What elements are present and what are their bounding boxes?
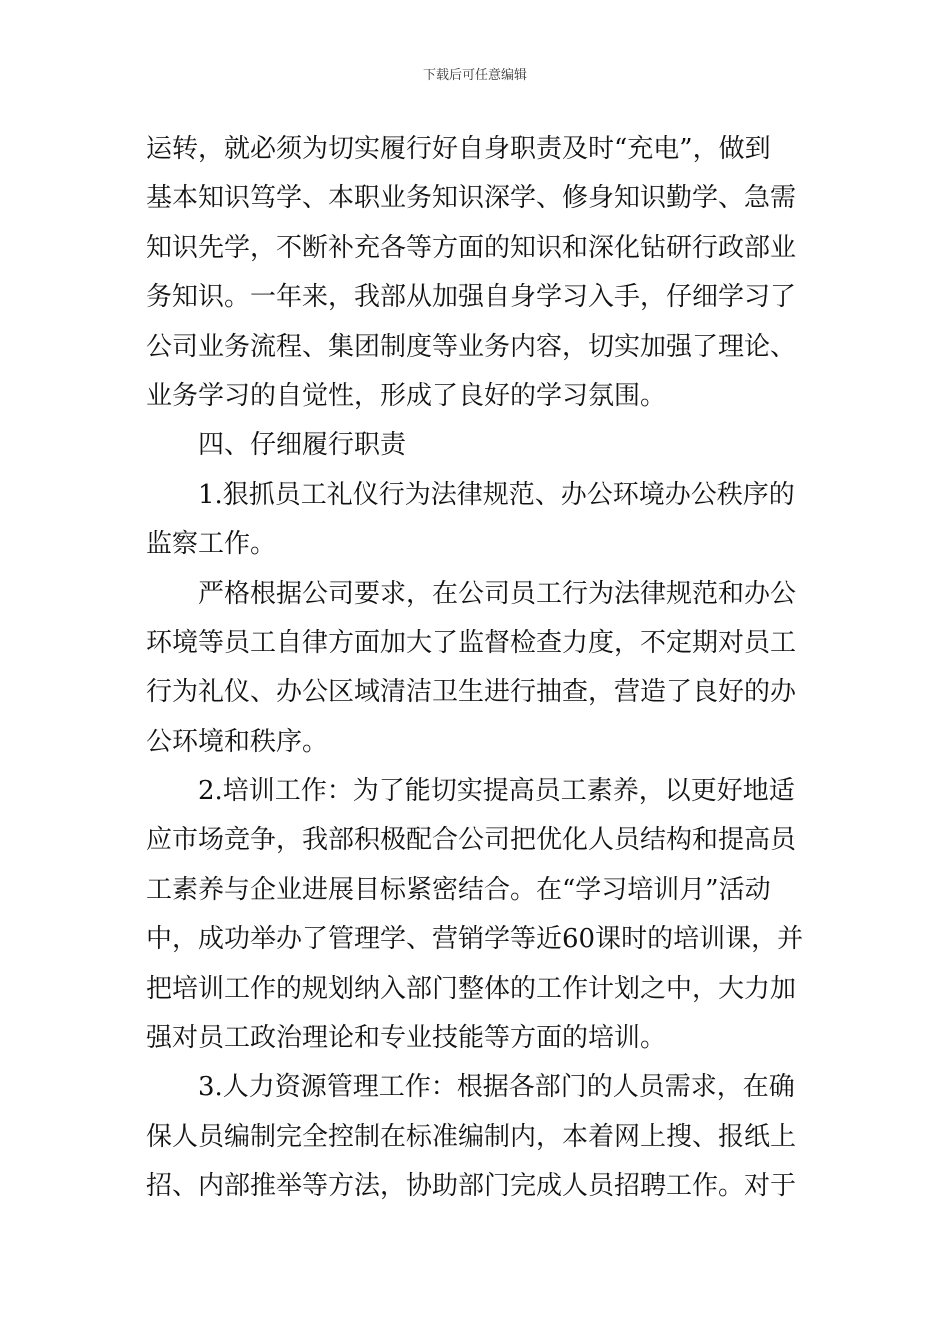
- text-line: 务知识。一年来，我部从加强自身学习入手，仔细学习了: [146, 282, 797, 313]
- text-line: 行为礼仪、办公区域清洁卫生进行抽查，营造了良好的办: [146, 677, 797, 708]
- text-line: 基本知识笃学、本职业务知识深学、修身知识勤学、急需: [146, 183, 797, 214]
- text-line: 运转，就必须为切实履行好自身职责及时“充电”，做到: [146, 134, 771, 164]
- text-line: 2.培训工作：为了能切实提高员工素养，以更好地适: [198, 776, 795, 807]
- text-line: 3.人力资源管理工作：根据各部门的人员需求，在确: [198, 1072, 795, 1103]
- text-line: 工素养与企业进展目标紧密结合。在“学习培训月”活动: [146, 874, 771, 905]
- text-line: 招、内部推举等方法，协助部门完成人员招聘工作。对于: [146, 1171, 797, 1202]
- text-line: 业务学习的自觉性，形成了良好的学习氛围。: [146, 380, 667, 411]
- text-line: 强对员工政治理论和专业技能等方面的培训。: [146, 1023, 667, 1054]
- text-line: 保人员编制完全控制在标准编制内，本着网上搜、报纸上: [146, 1121, 797, 1152]
- text-line: 应市场竞争，我部积极配合公司把优化人员结构和提高员: [146, 825, 797, 856]
- document-body: [146, 125, 808, 1212]
- text-line: 环境等员工自律方面加大了监督检查力度，不定期对员工: [146, 627, 797, 658]
- text-line: 1.狠抓员工礼仪行为法律规范、办公环境办公秩序的: [198, 479, 795, 510]
- text-line: 严格根据公司要求，在公司员工行为法律规范和办公: [198, 578, 797, 609]
- text-line: 中，成功举办了管理学、营销学等近60课时的培训课，并: [146, 924, 804, 955]
- text-line: 公司业务流程、集团制度等业务内容，切实加强了理论、: [146, 331, 797, 362]
- page-header-note: 下载后可任意编辑: [422, 68, 527, 83]
- text-line: 把培训工作的规划纳入部门整体的工作计划之中，大力加: [146, 973, 797, 1004]
- text-line: 公环境和秩序。: [146, 726, 329, 757]
- text-line: 知识先学，不断补充各等方面的知识和深化钻研行政部业: [146, 232, 797, 263]
- text-line: 监察工作。: [146, 529, 277, 560]
- text-line: 四、仔细履行职责: [198, 430, 407, 461]
